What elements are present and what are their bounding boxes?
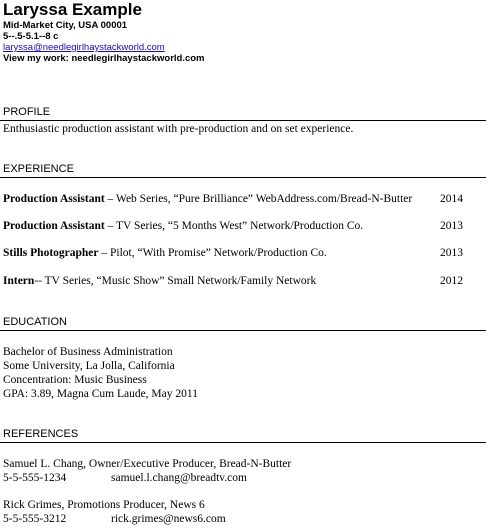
email-link[interactable]: laryssa@needlegirlhaystackworld.com <box>3 42 165 53</box>
email-line <box>3 42 205 53</box>
address-line: Mid-Market City, USA 00001 <box>3 20 128 31</box>
job-year: 2013 <box>440 220 463 232</box>
profile-heading: PROFILE <box>3 106 51 118</box>
profile-text: Enthusiastic production assistant with pre-production and on set experience. <box>3 123 354 135</box>
job-entry <box>3 192 463 206</box>
reference-name: Samuel L. Chang, Owner/Executive Producer, Bread-N-Butter <box>3 458 292 470</box>
education-heading: EDUCATION <box>3 316 67 328</box>
reference-email: rick.grimes@news6.com <box>111 513 226 525</box>
job-detail: – Web Series, “Pure Brilliance” WebAddress.com/Bread-N-Butter <box>104 193 413 205</box>
experience-section <box>0 163 486 178</box>
education-divider <box>0 330 486 331</box>
candidate-name: Laryssa Example <box>3 0 142 19</box>
profile-divider <box>0 120 486 121</box>
reference-entry <box>3 457 291 485</box>
references-section <box>0 428 486 443</box>
job-role: Intern <box>3 275 35 287</box>
experience-heading: EXPERIENCE <box>3 163 74 175</box>
experience-divider <box>0 177 486 178</box>
job-role: Stills Photographer <box>3 247 99 259</box>
reference-phone: 5-5-555-3212 <box>3 513 67 525</box>
portfolio-line: View my work: needlegirlhaystackworld.com <box>3 53 205 64</box>
school-line: Some University, La Jolla, California <box>3 360 175 372</box>
job-entry <box>3 219 463 233</box>
reference-name: Rick Grimes, Promotions Producer, News 6 <box>3 499 205 511</box>
job-role: Production Assistant <box>3 220 105 232</box>
degree-line: Bachelor of Business Administration <box>3 346 173 358</box>
job-entry <box>3 274 463 288</box>
job-year: 2012 <box>440 275 463 287</box>
job-detail: – TV Series, “5 Months West” Network/Production Co. <box>104 220 364 232</box>
job-role: Production Assistant <box>3 193 105 205</box>
resume-header <box>3 0 205 64</box>
reference-phone: 5-5-555-1234 <box>3 472 67 484</box>
job-detail: – Pilot, “With Promise” Network/Production Co. <box>98 247 327 259</box>
job-entry <box>3 246 463 260</box>
profile-section <box>0 106 486 136</box>
phone-line: 5--.5-5.1--8 c <box>3 31 59 42</box>
job-year: 2014 <box>440 193 463 205</box>
education-details <box>0 345 486 401</box>
gpa-line: GPA: 3.89, Magna Cum Laude, May 2011 <box>3 388 198 400</box>
references-heading: REFERENCES <box>3 428 79 440</box>
reference-email: samuel.l.chang@breadtv.com <box>111 472 247 484</box>
education-section <box>0 316 486 401</box>
concentration-line: Concentration: Music Business <box>3 374 147 386</box>
job-year: 2013 <box>440 247 463 259</box>
references-divider <box>0 442 486 443</box>
reference-entry <box>3 498 226 526</box>
job-detail: -- TV Series, “Music Show” Small Network/Family Network <box>34 275 317 287</box>
